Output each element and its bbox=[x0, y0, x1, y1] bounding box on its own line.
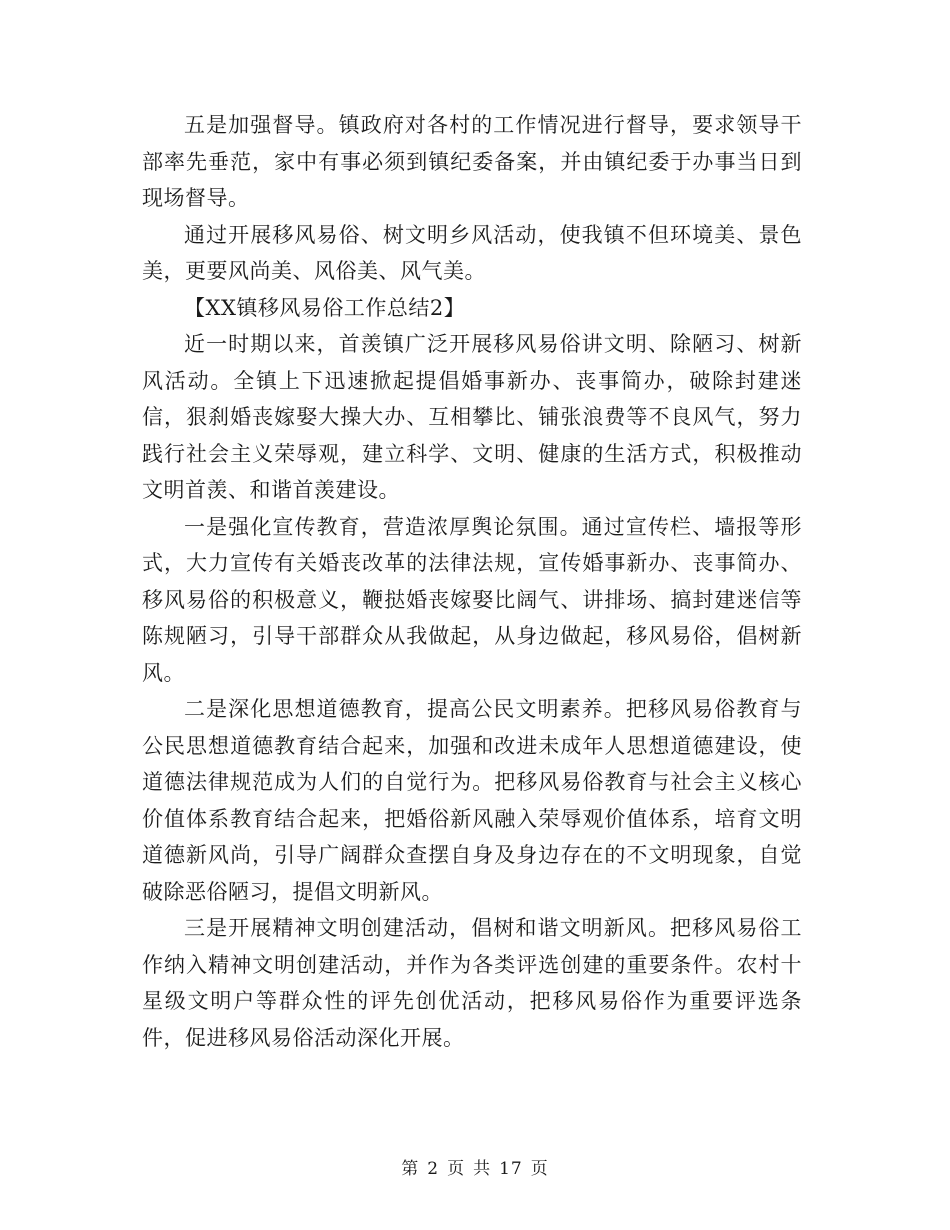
page-footer bbox=[0, 1154, 950, 1179]
footer-page-unit: 页 bbox=[447, 1159, 466, 1179]
footer-total-pages: 17 bbox=[499, 1159, 523, 1179]
paragraph-point-three: 三是开展精神文明创建活动，倡树和谐文明新风。把移风易俗工作纳入精神文明创建活动，并作为各类评选创建的重要条件。农村十星级文明户等群众性的评先创优活动，把移风易俗作为重要评选条件，促进移风易俗活动深化开展。 bbox=[142, 916, 802, 1050]
footer-total-unit: 页 bbox=[530, 1159, 549, 1179]
footer-prefix: 第 bbox=[401, 1159, 420, 1179]
paragraph-supervision: 五是加强督导。镇政府对各村的工作情况进行督导，要求领导干部率先垂范，家中有事必须到镇纪委备案，并由镇纪委于办事当日到现场督导。 bbox=[142, 113, 802, 210]
paragraph-intro: 近一时期以来，首羡镇广泛开展移风易俗讲文明、除陋习、树新风活动。全镇上下迅速掀起提倡婚事新办、丧事简办，破除封建迷信，狠刹婚丧嫁娶大操大办、互相攀比、铺张浪费等不良风气，努力践行社会主义荣辱观，建立科学、文明、健康的生活方式，积极推动文明首羡、和谐首羡建设。 bbox=[142, 332, 802, 502]
footer-total-word: 共 bbox=[473, 1159, 492, 1179]
footer-current-page: 2 bbox=[427, 1159, 440, 1179]
document-body bbox=[142, 107, 802, 1056]
paragraph-point-two: 二是深化思想道德教育，提高公民文明素养。把移风易俗教育与公民思想道德教育结合起来，加强和改进未成年人思想道德建设，使道德法律规范成为人们的自觉行为。把移风易俗教育与社会主义核心价值体系教育结合起来，把婚俗新风融入荣辱观价值体系，培育文明道德新风尚，引导广阔群众查摆自身及身边存在的不文明现象，自觉破除恶俗陋习，提倡文明新风。 bbox=[142, 697, 802, 904]
section-heading: 【XX镇移风易俗工作总结2】 bbox=[184, 295, 466, 320]
paragraph-conclusion: 通过开展移风易俗、树文明乡风活动，使我镇不但环境美、景色美，更要风尚美、风俗美、风气美。 bbox=[142, 222, 802, 283]
paragraph-point-one: 一是强化宣传教育，营造浓厚舆论氛围。通过宣传栏、墙报等形式，大力宣传有关婚丧改革的法律法规，宣传婚事新办、丧事简办、移风易俗的积极意义，鞭挞婚丧嫁娶比阔气、讲排场、搞封建迷信等陈规陋习，引导干部群众从我做起，从身边做起，移风易俗，倡树新风。 bbox=[142, 514, 802, 685]
